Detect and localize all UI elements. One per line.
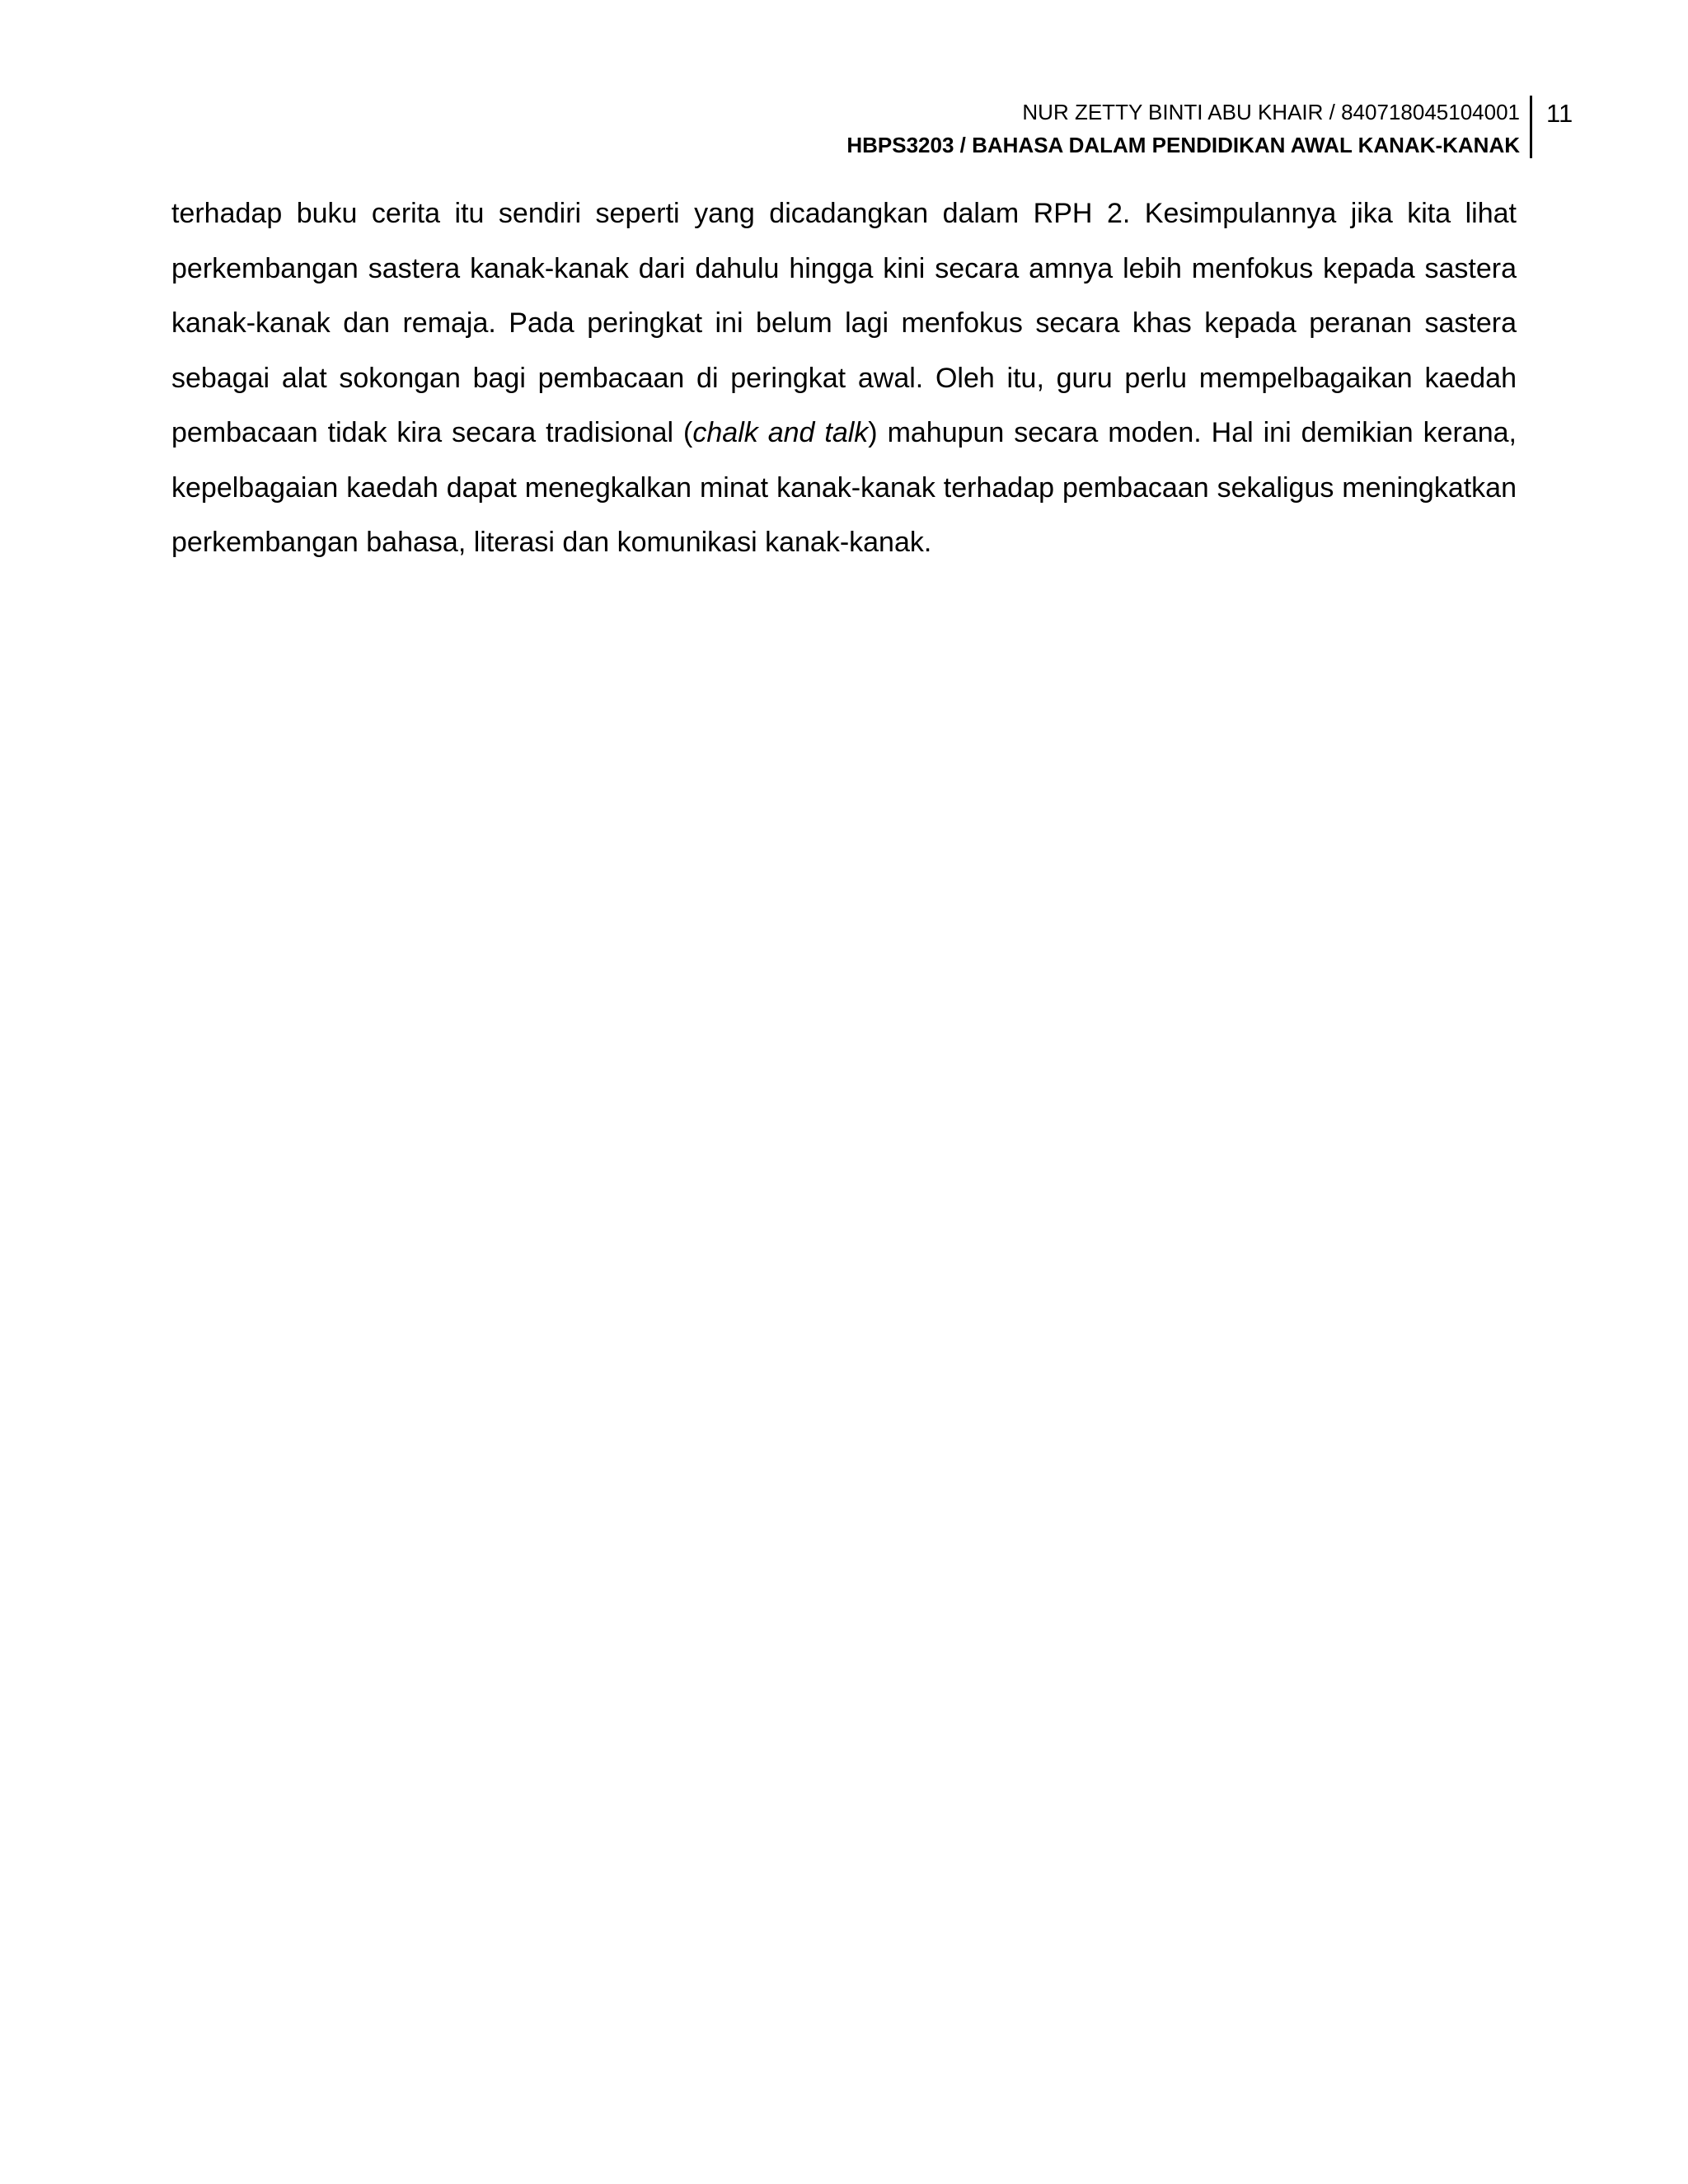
page-header (846, 96, 1520, 162)
paragraph-text-end: ) mahupun secara moden. Hal ini demikian kerana, kepelbagaian kaedah dapat menegkalkan minat kanak-kanak terhadap pembacaan sekaligus meningkatkan perkembangan bahasa, literasi dan komunikasi kanak-kanak. (171, 417, 1517, 558)
header-divider (1530, 96, 1532, 158)
paragraph-text-start: terhadap buku cerita itu sendiri seperti yang dicadangkan dalam RPH 2. Kesimpulannya jika kita lihat perkembangan sastera kanak-kanak dari dahulu hingga kini secara amnya lebih menfokus kepada sastera kanak-kanak dan remaja. Pada peringkat ini belum lagi menfokus secara khas kepada peranan sastera sebagai alat sokongan bagi pembacaan di peringkat awal. Oleh itu, guru perlu mempelbagaikan kaedah pembacaan tidak kira secara tradisional ( (171, 198, 1517, 448)
header-course-title: HBPS3203 / BAHASA DALAM PENDIDIKAN AWAL KANAK-KANAK (846, 133, 1520, 157)
header-author: NUR ZETTY BINTI ABU KHAIR / 840718045104001 (1022, 100, 1520, 124)
page-number: 11 (1546, 99, 1573, 128)
body-paragraph (171, 186, 1517, 570)
paragraph-italic-phrase: chalk and talk (692, 417, 869, 448)
